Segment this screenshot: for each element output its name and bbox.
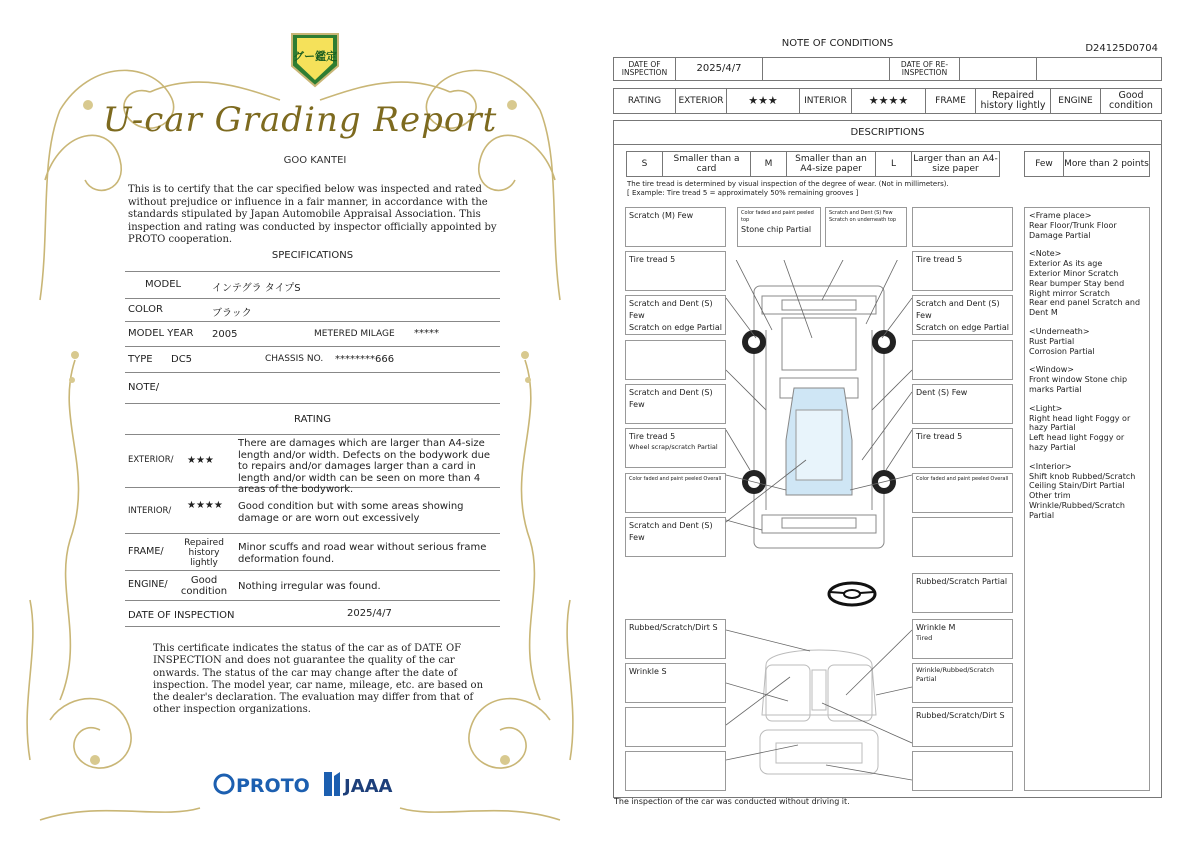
specifications-heading: SPECIFICATIONS — [271, 250, 354, 261]
desc-box-text: Scratch on edge Partial — [629, 323, 723, 332]
legend-m: M — [750, 151, 787, 177]
desc-box-tire-front-right — [912, 251, 1013, 291]
desc-box-rear-seat-left — [625, 751, 726, 791]
certificate-disclaimer: This certificate indicates the status of the car as of DATE OF INSPECTION and does not guarantee the quality of the car onwards. The status of the car may change after the date of inspection. The model year, car name, mileage, etc. are based on the dealer's declaration. The evaluation may differ from that of other inspection organizations. — [153, 643, 484, 716]
desc-box-right-rear-fender — [912, 473, 1013, 513]
notes-item: Rear end panel Scratch and Dent M — [1029, 298, 1141, 318]
metered-mileage-label: METERED MILAGE — [314, 329, 395, 339]
type-label: TYPE — [128, 354, 153, 365]
notes-group-underneath — [1029, 327, 1145, 356]
report-subtitle: GOO KANTEI — [283, 155, 347, 166]
color-value: ブラック — [212, 308, 252, 319]
notes-item: Ceiling Stain/Dirt Partial — [1029, 481, 1125, 491]
tire-note — [627, 180, 949, 198]
re-inspection-label: DATE OF RE-INSPECTION — [889, 57, 960, 81]
frame-label-cell: FRAME — [925, 88, 976, 114]
desc-box-right-door-trim — [912, 663, 1013, 703]
desc-box-text: Scratch on underneath top — [829, 217, 897, 223]
spec-row-note — [125, 373, 500, 404]
desc-box-tire-rear-right — [912, 428, 1013, 468]
frame-label: FRAME/ — [128, 546, 164, 557]
exterior-description: There are damages which are larger than A4-size length and/or width. Defects on the bodywork due to repairs and/or damages larger than a card in length and/or width can be seen on more than 4 areas of the bodywork. — [238, 438, 491, 495]
desc-box-tire-front-left — [625, 251, 726, 291]
desc-box-front-right-door — [912, 295, 1013, 335]
legend-l-desc: Larger than an A4-size paper — [911, 151, 1000, 177]
engine-value: Good condition — [180, 575, 228, 597]
notes-item: Front window Stone chip marks Partial — [1029, 375, 1128, 394]
desc-box-text: Rubbed/Scratch/Dirt S — [629, 623, 718, 632]
notes-item: Rear bumper Stay bend — [1029, 278, 1125, 288]
legend-l: L — [875, 151, 912, 177]
chassis-label: CHASSIS NO. — [265, 354, 324, 364]
exterior-stars-cell: ★★★ — [726, 88, 800, 114]
desc-box-text: Wrinkle/Rubbed/Scratch Partial — [916, 666, 994, 683]
metered-mileage-value: ***** — [414, 328, 439, 339]
document-id: D24125D0704 — [1085, 43, 1158, 54]
frame-value: Repaired history lightly — [184, 538, 224, 568]
notes-item: Rear Floor/Trunk Floor Damage Partial — [1029, 220, 1117, 240]
legend-few-desc: More than 2 points — [1063, 151, 1150, 177]
desc-box-rear-right — [912, 517, 1013, 557]
desc-box-text: Scratch on edge Partial — [916, 323, 1010, 332]
notes-heading: <Underneath> — [1029, 326, 1090, 336]
jaaa-logo: JAAA — [344, 776, 393, 797]
spec-row-type — [125, 347, 500, 373]
rating-heading: RATING — [294, 414, 331, 425]
desc-box-right-blank — [912, 340, 1013, 380]
desc-box-text: Color faded and paint peeled top — [741, 210, 814, 223]
desc-box-text: Tire tread 5 — [629, 432, 676, 441]
desc-box-text: Tire tread 5 — [916, 255, 963, 264]
desc-box-rear-seat-right — [912, 751, 1013, 791]
date-blank-cell — [762, 57, 890, 81]
notes-column — [1024, 207, 1150, 791]
desc-box-text: Color faded and paint peeled Overall — [916, 476, 1009, 482]
model-year-label: MODEL YEAR — [128, 328, 194, 339]
inspection-disclaimer: The inspection of the car was conducted without driving it. — [614, 797, 850, 806]
desc-box-text: Wheel scrap/scratch Partial — [629, 443, 718, 451]
color-label: COLOR — [128, 304, 163, 315]
desc-box-text: Tired — [916, 634, 933, 642]
notes-item: Corrosion Partial — [1029, 346, 1095, 356]
desc-box-text: Dent (S) Few — [916, 388, 968, 397]
desc-box-steering — [912, 573, 1013, 613]
interior-stars: ★★★★ — [187, 500, 223, 511]
desc-box-front-bumper — [825, 207, 907, 247]
desc-box-rear-left — [625, 517, 726, 557]
notes-heading: <Note> — [1029, 249, 1062, 259]
desc-box-text: Rubbed/Scratch/Dirt S — [916, 711, 1005, 720]
desc-box-text: Color faded and paint peeled Overall — [629, 476, 722, 482]
badge-text: グー鑑定 — [293, 50, 337, 63]
desc-box-left-rear-fender — [625, 473, 726, 513]
desc-box-front-left — [625, 207, 726, 247]
report-title: U-car Grading Report — [102, 100, 498, 140]
desc-box-text: Wrinkle M — [916, 623, 956, 632]
spec-row-model-year — [125, 322, 500, 347]
interior-description: Good condition but with some areas showing damage or are worn out excessively — [238, 501, 464, 524]
exterior-label: EXTERIOR/ — [128, 455, 174, 465]
steering-wheel-icon — [826, 580, 878, 608]
notes-group-interior — [1029, 462, 1145, 521]
engine-description: Nothing irregular was found. — [238, 581, 381, 592]
notes-item: Right head light Foggy or hazy Partial — [1029, 413, 1131, 433]
notes-heading: <Frame place> — [1029, 211, 1092, 220]
date-of-inspection-value: 2025/4/7 — [675, 57, 763, 81]
desc-box-text: Rubbed/Scratch Partial — [916, 577, 1008, 586]
desc-box-text: Scratch and Dent (S) Few — [629, 388, 713, 409]
spec-row-model — [125, 272, 500, 299]
notes-heading: <Window> — [1029, 365, 1074, 375]
spec-row-color — [125, 299, 500, 322]
desc-box-text: Tire tread 5 — [916, 432, 963, 441]
date-value: 2025/4/7 — [347, 608, 392, 619]
engine-label: ENGINE/ — [128, 579, 168, 590]
proto-logo-mark — [215, 775, 233, 793]
date-row — [125, 601, 500, 627]
car-exterior-diagram — [726, 260, 912, 560]
conditions-title: NOTE OF CONDITIONS — [781, 38, 894, 49]
note-label: NOTE/ — [128, 382, 160, 393]
notes-group-frame — [1029, 211, 1145, 240]
logo-row — [212, 770, 412, 800]
model-value: インテグラ タイプS — [212, 283, 301, 294]
notes-heading: <Light> — [1029, 403, 1063, 413]
desc-box-text: Wrinkle S — [629, 667, 667, 676]
desc-box-driver-seat — [912, 619, 1013, 659]
notes-item: Other trim — [1029, 491, 1071, 501]
certification-statement: This is to certify that the car specified below was inspected and rated without prejudice or influence in a fair manner, in accordance with the standards stipulated by Japan Automobile Appraisal Association. This inspection and rating was conducted by inspector officially appointed by PROTO cooperation. — [128, 184, 497, 245]
car-interior-diagram — [726, 625, 912, 795]
notes-group-note — [1029, 249, 1145, 318]
re-inspection-blank-cell — [1036, 57, 1162, 81]
notes-item: Wrinkle/Rubbed/Scratch Partial — [1029, 500, 1125, 520]
engine-label-cell: ENGINE — [1050, 88, 1101, 114]
desc-box-text: Scratch and Dent (S) Few — [829, 210, 893, 216]
exterior-label-cell: EXTERIOR — [675, 88, 727, 114]
interior-stars-cell: ★★★★ — [851, 88, 926, 114]
desc-box-text: Stone chip Partial — [741, 225, 812, 234]
desc-box-text: Scratch and Dent (S) Few — [916, 299, 1000, 320]
desc-box-text: Tire tread 5 — [629, 255, 676, 264]
notes-item: Left head light Foggy or hazy Partial — [1029, 433, 1125, 452]
desc-box-front-left-door — [625, 295, 726, 335]
legend-m-desc: Smaller than an A4-size paper — [786, 151, 876, 177]
tire-note-line-2: [ Example: Tire tread 5 = approximately 50% remaining grooves ] — [627, 189, 859, 197]
desc-box-text: Scratch and Dent (S) Few — [629, 521, 713, 542]
notes-item: Rust Partial — [1029, 336, 1075, 346]
desc-box-shift-area — [912, 707, 1013, 747]
interior-label: INTERIOR/ — [128, 506, 172, 516]
model-year-value: 2005 — [212, 329, 238, 340]
desc-box-front-right — [912, 207, 1013, 247]
descriptions-heading: DESCRIPTIONS — [613, 120, 1162, 145]
rating-label: RATING — [613, 88, 676, 114]
date-label: DATE OF INSPECTION — [128, 610, 235, 621]
desc-box-text: Scratch and Dent (S) Few — [629, 299, 713, 320]
interior-label-cell: INTERIOR — [799, 88, 852, 114]
frame-description: Minor scuffs and road wear without serious frame deformation found. — [238, 542, 487, 565]
legend-s: S — [626, 151, 663, 177]
jaaa-logo-mark — [324, 772, 340, 796]
notes-item: Exterior Minor Scratch — [1029, 268, 1119, 278]
legend-s-desc: Smaller than a card — [662, 151, 751, 177]
desc-box-hood — [737, 207, 821, 247]
re-inspection-value — [959, 57, 1037, 81]
type-value: DC5 — [171, 354, 193, 365]
desc-box-ceiling — [625, 619, 726, 659]
date-of-inspection-label: DATE OF INSPECTION — [613, 57, 676, 81]
frame-value-cell: Repaired history lightly — [975, 88, 1051, 114]
notes-heading: <Interior> — [1029, 461, 1072, 471]
desc-box-passenger-seat — [625, 663, 726, 703]
goo-kantei-badge — [288, 30, 342, 88]
notes-item: Shift knob Rubbed/Scratch — [1029, 471, 1136, 481]
desc-box-text: Scratch (M) Few — [629, 211, 694, 220]
desc-box-left-rear-door — [625, 384, 726, 424]
chassis-value: ********666 — [335, 354, 395, 365]
desc-box-left-trim — [625, 707, 726, 747]
legend-few: Few — [1024, 151, 1064, 177]
model-label: MODEL — [145, 279, 182, 290]
desc-box-left-blank — [625, 340, 726, 380]
engine-value-cell: Good condition — [1100, 88, 1162, 114]
exterior-stars: ★★★ — [187, 455, 214, 466]
notes-item: Right mirror Scratch — [1029, 288, 1110, 298]
notes-group-window — [1029, 365, 1145, 394]
proto-logo: PROTO — [236, 775, 310, 797]
notes-group-light — [1029, 404, 1145, 453]
desc-box-right-rear-door — [912, 384, 1013, 424]
tire-note-line-1: The tire tread is determined by visual inspection of the degree of wear. (Not in millimeters). — [627, 180, 949, 188]
notes-item: Exterior As its age — [1029, 259, 1103, 269]
desc-box-tire-rear-left — [625, 428, 726, 468]
